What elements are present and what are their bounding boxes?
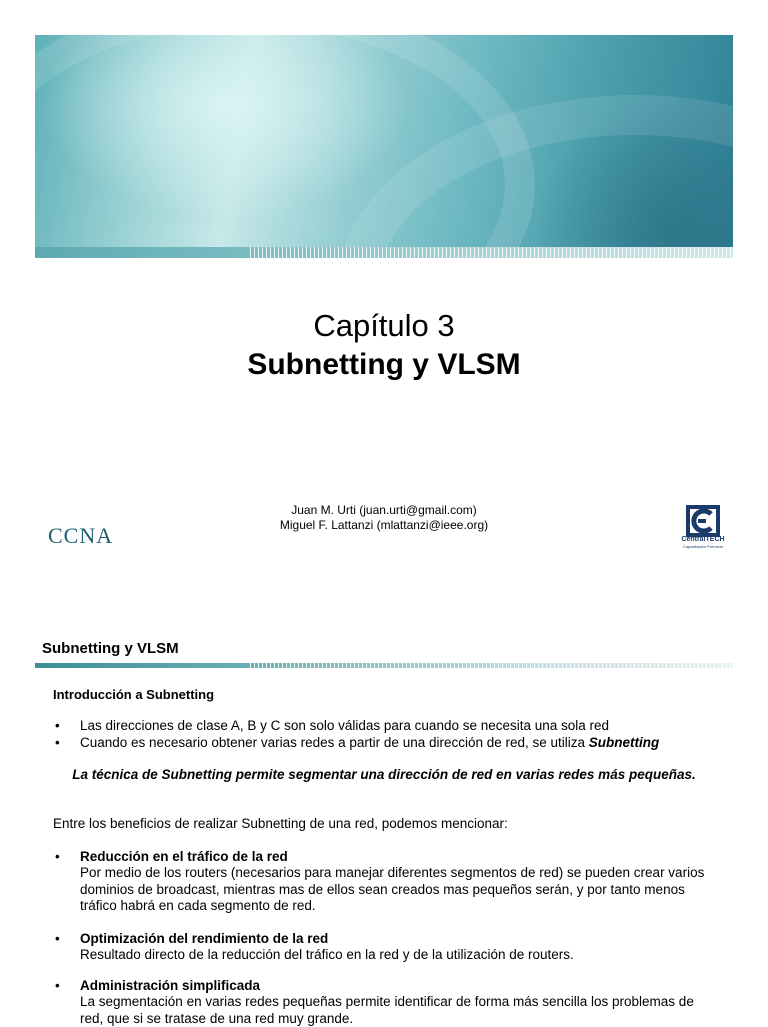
logo-tagline: Capacitación Premium xyxy=(682,544,724,549)
benefit-line: Por medio de los routers (necesarios para manejar diferentes segmentos de red) se pueden crear varios xyxy=(80,865,705,880)
bullet-marker: • xyxy=(55,931,60,946)
benefit-title-3: Administración simplificada xyxy=(80,978,261,993)
slide-header: Subnetting y VLSM xyxy=(42,640,179,657)
chapter-subtitle: Subnetting y VLSM xyxy=(247,348,521,381)
author-1: Juan M. Urti (juan.urti@gmail.com) xyxy=(291,503,477,517)
benefit-line: Resultado directo de la reducción del tráfico en la red y de la utilización de routers. xyxy=(80,947,574,962)
content-slide xyxy=(0,610,768,1024)
benefit-line: La segmentación en varias redes pequeñas permite identificar de forma más sencilla los problemas de xyxy=(80,994,694,1009)
bullet-text-1: Las direcciones de clase A, B y C son solo válidas para cuando se necesita una sola red xyxy=(80,718,610,733)
authors xyxy=(0,503,768,533)
bullet-text-2-plain: Cuando es necesario obtener varias redes a partir de una dirección de red, se utiliza xyxy=(80,735,589,750)
logo-name: CentralTECH xyxy=(681,536,725,543)
benefit-line: dominios de broadcast, mientras mas de ellos sean creados mas pequeños serán, y por tanto menos xyxy=(80,882,685,897)
section-title: Introducción a Subnetting xyxy=(53,687,215,702)
benefit-line: tráfico habrá en cada segmento de red. xyxy=(80,898,316,913)
bullet-marker: • xyxy=(55,718,60,733)
ccna-logo: CCNA xyxy=(48,523,114,548)
benefit-title-1: Reducción en el tráfico de la red xyxy=(80,849,288,864)
author-2: Miguel F. Lattanzi (mlattanzi@ieee.org) xyxy=(279,518,489,532)
header-banner xyxy=(35,35,733,247)
highlight-statement: La técnica de Subnetting permite segmentar una dirección de red en varias redes más pequeñas. xyxy=(72,767,696,782)
chapter-title: Capítulo 3 xyxy=(313,308,455,343)
bullet-marker: • xyxy=(55,735,60,750)
bullet-text-2 xyxy=(80,734,659,751)
bullet-marker: • xyxy=(55,978,60,993)
benefit-line: red, que si se tratase de una red muy grande. xyxy=(80,1011,354,1026)
benefits-intro: Entre los beneficios de realizar Subnetting de una red, podemos mencionar: xyxy=(53,816,508,831)
bullet-text-2-emph: Subnetting xyxy=(588,735,660,750)
banner-stripes xyxy=(250,247,733,258)
bullet-marker: • xyxy=(55,849,60,864)
header-rule-stripes xyxy=(250,663,733,668)
benefit-title-2: Optimización del rendimiento de la red xyxy=(80,931,329,946)
